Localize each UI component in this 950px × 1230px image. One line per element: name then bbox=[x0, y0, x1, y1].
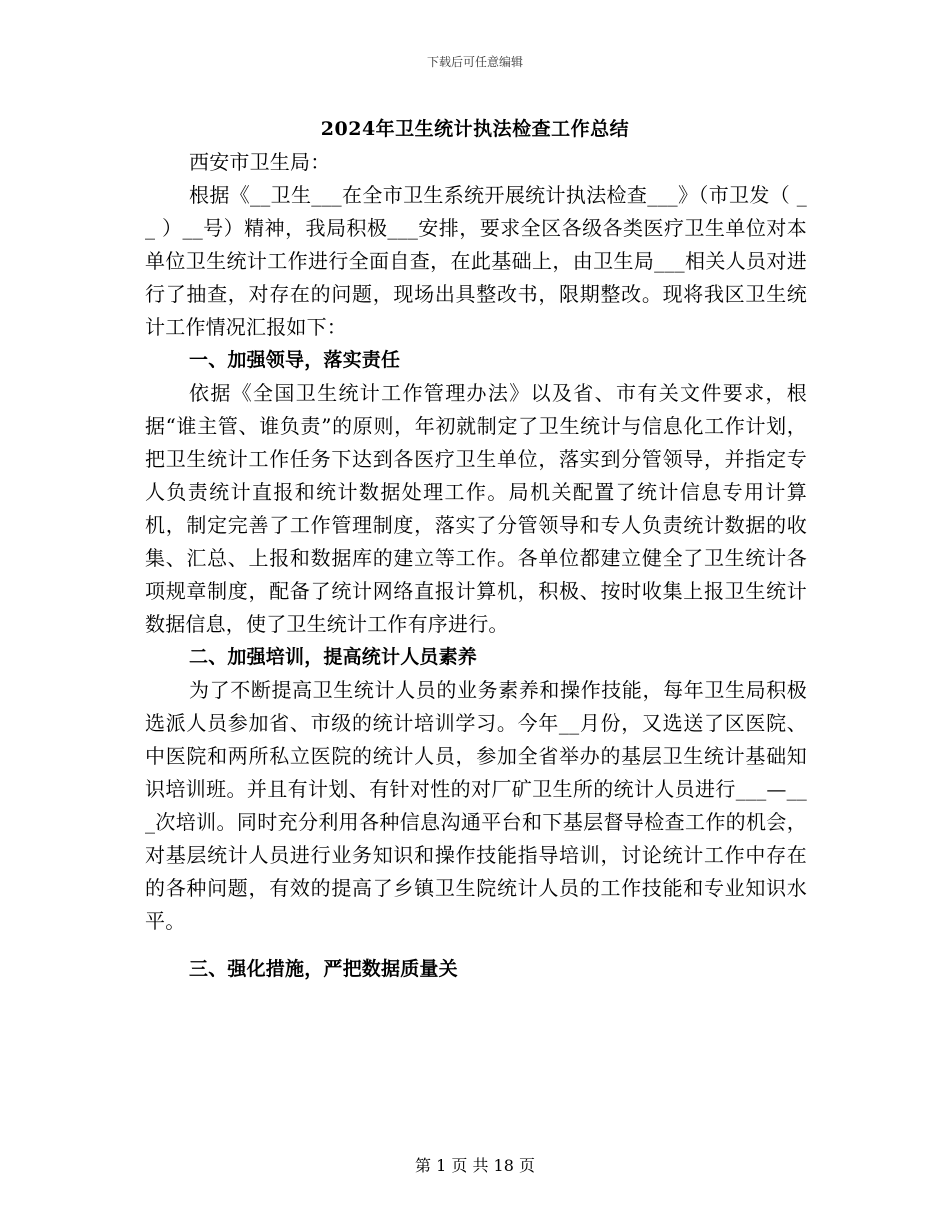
intro-paragraph: 根据《__卫生___在全市卫生系统开展统计执法检查___》（市卫发（ __ ）__号）精神，我局积极___安排，要求全区各级各类医疗卫生单位对本单位卫生统计工作进行全面自查，在此基础上，由卫生局___相关人员对进行了抽查，对存在的问题，现场出具整改书，限期整改。现将我区卫生统计工作情况汇报如下： bbox=[145, 183, 807, 339]
header-note: 下载后可任意编辑 bbox=[426, 55, 523, 69]
document-body bbox=[145, 146, 807, 986]
section-1-heading: 一、加强领导，落实责任 bbox=[189, 349, 401, 371]
section-2-paragraph: 为了不断提高卫生统计人员的业务素养和操作技能，每年卫生局积极选派人员参加省、市级的统计培训学习。今年__月份，又选送了区医院、中医院和两所私立医院的统计人员，参加全省举办的基层卫生统计基础知识培训班。并且有计划、有针对性的对厂矿卫生所的统计人员进行___—___次培训。同时充分利用各种信息沟通平台和下基层督导检查工作的机会，对基层统计人员进行业务知识和操作技能指导培训，讨论统计工作中存在的各种问题，有效的提高了乡镇卫生院统计人员的工作技能和专业知识水平。 bbox=[145, 678, 807, 933]
section-2-heading: 二、加强培训，提高统计人员素养 bbox=[189, 646, 478, 668]
section-3-heading: 三、强化措施，严把数据质量关 bbox=[189, 958, 458, 980]
document-title: 2024年卫生统计执法检查工作总结 bbox=[320, 118, 630, 140]
salutation: 西安市卫生局： bbox=[189, 150, 331, 174]
section-1-paragraph: 依据《全国卫生统计工作管理办法》以及省、市有关文件要求，根据“谁主管、谁负责”的原则，年初就制定了卫生统计与信息化工作计划，把卫生统计工作任务下达到各医疗卫生单位，落实到分管领导，并指定专人负责统计直报和统计数据处理工作。局机关配置了统计信息专用计算机，制定完善了工作管理制度，落实了分管领导和专人负责统计数据的收集、汇总、上报和数据库的建立等工作。各单位都建立健全了卫生统计各项规章制度，配备了统计网络直报计算机，积极、按时收集上报卫生统计数据信息，使了卫生统计工作有序进行。 bbox=[145, 381, 807, 636]
page-footer: 第 1 页 共 18 页 bbox=[415, 1156, 535, 1175]
